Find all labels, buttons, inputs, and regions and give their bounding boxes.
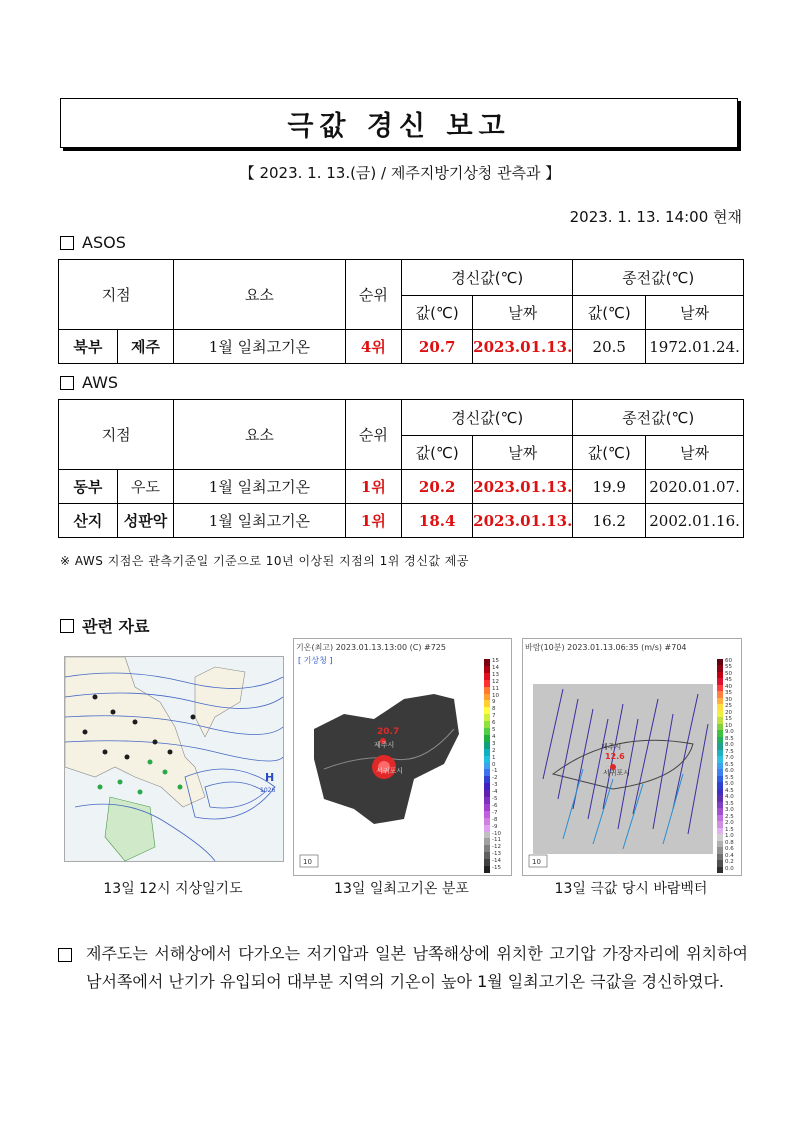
checkbox-square-icon xyxy=(60,236,74,250)
report-subtitle: 【 2023. 1. 13.(금) / 제주지방기상청 관측과 】 xyxy=(239,164,561,182)
scale-label: 14 xyxy=(492,664,499,671)
aws-table xyxy=(58,399,744,538)
station-cell: 성판악 xyxy=(117,504,174,538)
header-old-value: 값(℃) xyxy=(573,296,646,330)
new-date-cell: 2023.01.13. xyxy=(473,330,573,364)
report-title-box xyxy=(60,98,738,148)
checkbox-square-icon xyxy=(60,376,74,390)
scale-label: 13 xyxy=(492,671,499,678)
scale-label: 1.5 xyxy=(725,826,734,833)
scale-label: 55 xyxy=(725,664,732,671)
rank-cell: 1위 xyxy=(345,504,402,538)
new-value-cell: 20.2 xyxy=(402,470,473,504)
station-cell: 제주 xyxy=(117,330,174,364)
max-temp-map-image xyxy=(293,638,512,876)
surface-chart-drawing xyxy=(65,657,283,861)
element-cell: 1월 일최고기온 xyxy=(174,330,345,364)
scale-swatch xyxy=(484,742,490,749)
header-old-date: 날짜 xyxy=(646,436,744,470)
aws-section-label xyxy=(60,373,118,392)
scale-label: -6 xyxy=(492,802,498,809)
scale-label: 6.0 xyxy=(725,768,734,775)
region-cell: 산지 xyxy=(59,504,118,538)
header-old-value: 값(℃) xyxy=(573,436,646,470)
kma-badge: [ 기상청 ] xyxy=(298,656,333,665)
header-station: 지점 xyxy=(59,400,174,470)
scale-label: -14 xyxy=(492,858,501,865)
scale-label: 15 xyxy=(725,716,732,723)
scale-swatch xyxy=(484,797,490,804)
new-date-cell: 2023.01.13. xyxy=(473,470,573,504)
checkbox-square-icon xyxy=(60,619,74,633)
scale-label: -11 xyxy=(492,837,501,844)
scale-label: 6 xyxy=(492,720,496,727)
map-header: 기온(최고) 2023.01.13.13:00 (C) #725 xyxy=(296,643,446,652)
scale-swatch xyxy=(717,867,723,873)
scale-swatch xyxy=(484,749,490,756)
header-old-value-group: 종전값(℃) xyxy=(573,260,744,296)
scale-label: 0.8 xyxy=(725,839,734,846)
scale-swatch xyxy=(484,852,490,859)
scale-label: 0.2 xyxy=(725,859,734,866)
region-cell: 북부 xyxy=(59,330,118,364)
header-element: 요소 xyxy=(174,260,345,330)
peak-temp-label: 20.7 xyxy=(377,727,400,737)
header-new-value-group: 경신값(℃) xyxy=(402,260,573,296)
scale-swatch xyxy=(484,735,490,742)
rank-cell: 4위 xyxy=(345,330,402,364)
header-old-value-group: 종전값(℃) xyxy=(573,400,744,436)
scale-swatch xyxy=(484,845,490,852)
scale-swatch xyxy=(484,825,490,832)
scale-swatch xyxy=(484,680,490,687)
asos-label: ASOS xyxy=(82,233,126,252)
scale-label: 4 xyxy=(492,733,496,740)
region-cell: 동부 xyxy=(59,470,118,504)
asos-table xyxy=(58,259,744,364)
scale-label: 4.0 xyxy=(725,794,734,801)
scale-label: 10 xyxy=(492,692,499,699)
scale-label: 8 xyxy=(492,706,496,713)
scale-swatch xyxy=(484,776,490,783)
scale-swatch xyxy=(484,783,490,790)
temp-map-drawing xyxy=(294,659,484,875)
scale-label: 3.5 xyxy=(725,800,734,807)
scale-label: 9.0 xyxy=(725,729,734,736)
scale-label: 8.5 xyxy=(725,735,734,742)
table-row xyxy=(59,504,744,538)
header-new-value-group: 경신값(℃) xyxy=(402,400,573,436)
new-date-cell: 2023.01.13. xyxy=(473,504,573,538)
scale-label: 11 xyxy=(492,685,499,692)
map-header: 바람(10분) 2023.01.13.06:35 (m/s) #704 xyxy=(525,643,687,652)
related-label: 관련 자료 xyxy=(82,617,150,636)
scale-label: -5 xyxy=(492,796,498,803)
scale-swatch xyxy=(484,694,490,701)
header-rank: 순위 xyxy=(345,400,402,470)
scale-label: 20 xyxy=(725,709,732,716)
new-value-cell: 20.7 xyxy=(402,330,473,364)
temp-color-scale xyxy=(484,659,508,873)
scale-label: 30 xyxy=(725,696,732,703)
asos-section-label xyxy=(60,233,126,252)
scale-swatch xyxy=(484,659,490,666)
scale-corner-label: 10 xyxy=(532,858,541,866)
rank-cell: 1위 xyxy=(345,470,402,504)
scale-swatch xyxy=(484,769,490,776)
scale-label: -4 xyxy=(492,789,498,796)
as-of-date: 2023. 1. 13. 14:00 현재 xyxy=(569,208,742,226)
header-rank: 순위 xyxy=(345,260,402,330)
summary-text: 제주도는 서해상에서 다가오는 저기압과 일본 남쪽해상에 위치한 고기압 가장자리에 위치하여 남서쪽에서 난기가 유입되어 대부분 지역의 기온이 높아 1월 일최고기온 극값을 경신하였다. xyxy=(86,944,748,991)
figure-caption: 13일 12시 지상일기도 xyxy=(103,881,243,897)
scale-label: -7 xyxy=(492,809,498,816)
scale-label: 4.5 xyxy=(725,787,734,794)
scale-swatch xyxy=(484,763,490,770)
scale-label: 45 xyxy=(725,677,732,684)
scale-swatch xyxy=(484,832,490,839)
scale-label: 0.0 xyxy=(725,865,734,872)
scale-label: -15 xyxy=(492,865,501,872)
new-value-cell: 18.4 xyxy=(402,504,473,538)
scale-swatch xyxy=(484,721,490,728)
surface-chart-image xyxy=(64,656,284,862)
scale-label: 8.0 xyxy=(725,742,734,749)
header-new-value: 값(℃) xyxy=(402,296,473,330)
header-station: 지점 xyxy=(59,260,174,330)
header-new-date: 날짜 xyxy=(473,436,573,470)
scale-swatch xyxy=(484,756,490,763)
scale-label: 9 xyxy=(492,699,496,706)
scale-swatch xyxy=(484,700,490,707)
scale-label: 7.5 xyxy=(725,748,734,755)
scale-swatch xyxy=(484,687,490,694)
high-pressure-value: 1026 xyxy=(260,787,276,794)
wind-vector-map-image xyxy=(522,638,742,876)
high-pressure-label: H xyxy=(265,771,275,784)
scale-swatch xyxy=(484,673,490,680)
scale-label: 0.6 xyxy=(725,846,734,853)
scale-label: 0 xyxy=(492,761,496,768)
scale-swatch xyxy=(484,707,490,714)
scale-label: 7.0 xyxy=(725,755,734,762)
station-cell: 우도 xyxy=(117,470,174,504)
scale-label: 2.5 xyxy=(725,813,734,820)
scale-label: 25 xyxy=(725,703,732,710)
peak-wind-label: 12.6 xyxy=(605,752,625,761)
city-label: 제주시 xyxy=(374,741,395,749)
scale-label: 2.0 xyxy=(725,820,734,827)
header-element: 요소 xyxy=(174,400,345,470)
scale-swatch xyxy=(484,866,490,873)
scale-label: 5 xyxy=(492,727,496,734)
old-date-cell: 1972.01.24. xyxy=(646,330,744,364)
summary-paragraph xyxy=(58,940,748,996)
scale-label: 7 xyxy=(492,713,496,720)
wind-color-scale xyxy=(717,659,739,873)
scale-swatch xyxy=(484,811,490,818)
scale-label: 3 xyxy=(492,740,496,747)
city-label: 서귀포시 xyxy=(603,769,631,777)
scale-label: 1.0 xyxy=(725,833,734,840)
report-title: 극값 경신 보고 xyxy=(287,110,511,142)
scale-swatch xyxy=(484,728,490,735)
city-label: 제주시 xyxy=(601,743,622,751)
scale-label: -2 xyxy=(492,775,498,782)
wind-map-drawing xyxy=(523,659,715,875)
scale-label: 6.5 xyxy=(725,761,734,768)
related-section-label xyxy=(60,614,149,637)
old-date-cell: 2020.01.07. xyxy=(646,470,744,504)
scale-label: 35 xyxy=(725,690,732,697)
aws-note: ※ AWS 지점은 관측기준일 기준으로 10년 이상된 지점의 1위 경신값 제공 xyxy=(60,554,469,568)
header-new-value: 값(℃) xyxy=(402,436,473,470)
table-row xyxy=(59,470,744,504)
scale-label: 60 xyxy=(725,658,732,664)
scale-label: 5.5 xyxy=(725,774,734,781)
scale-label: 50 xyxy=(725,670,732,677)
element-cell: 1월 일최고기온 xyxy=(174,504,345,538)
header-old-date: 날짜 xyxy=(646,296,744,330)
scale-label: 12 xyxy=(492,678,499,685)
scale-label: 5.0 xyxy=(725,781,734,788)
scale-label: 1 xyxy=(492,754,496,761)
figure-caption: 13일 일최고기온 분포 xyxy=(334,881,469,897)
scale-swatch xyxy=(484,804,490,811)
scale-swatch xyxy=(484,859,490,866)
old-value-cell: 20.5 xyxy=(573,330,646,364)
scale-label: 2 xyxy=(492,747,496,754)
scale-label: -12 xyxy=(492,844,501,851)
table-row xyxy=(59,330,744,364)
city-label: 서귀포시 xyxy=(376,767,404,775)
scale-label: -10 xyxy=(492,830,501,837)
scale-swatch xyxy=(484,790,490,797)
scale-label: 3.0 xyxy=(725,807,734,814)
scale-label: 15 xyxy=(492,658,499,664)
scale-label: 10 xyxy=(725,722,732,729)
figure-caption: 13일 극값 당시 바람벡터 xyxy=(554,881,708,897)
scale-label: -3 xyxy=(492,782,498,789)
old-value-cell: 19.9 xyxy=(573,470,646,504)
scale-label: -13 xyxy=(492,851,501,858)
scale-corner-label: 10 xyxy=(303,858,312,866)
old-date-cell: 2002.01.16. xyxy=(646,504,744,538)
scale-label: 40 xyxy=(725,683,732,690)
scale-label: -1 xyxy=(492,768,498,775)
scale-label: 0.4 xyxy=(725,852,734,859)
aws-label: AWS xyxy=(82,373,119,392)
scale-swatch xyxy=(484,714,490,721)
scale-swatch xyxy=(484,818,490,825)
scale-label: -8 xyxy=(492,816,498,823)
old-value-cell: 16.2 xyxy=(573,504,646,538)
scale-swatch xyxy=(484,666,490,673)
scale-label: -9 xyxy=(492,823,498,830)
header-new-date: 날짜 xyxy=(473,296,573,330)
element-cell: 1월 일최고기온 xyxy=(174,470,345,504)
scale-swatch xyxy=(484,838,490,845)
checkbox-square-icon xyxy=(58,948,72,962)
